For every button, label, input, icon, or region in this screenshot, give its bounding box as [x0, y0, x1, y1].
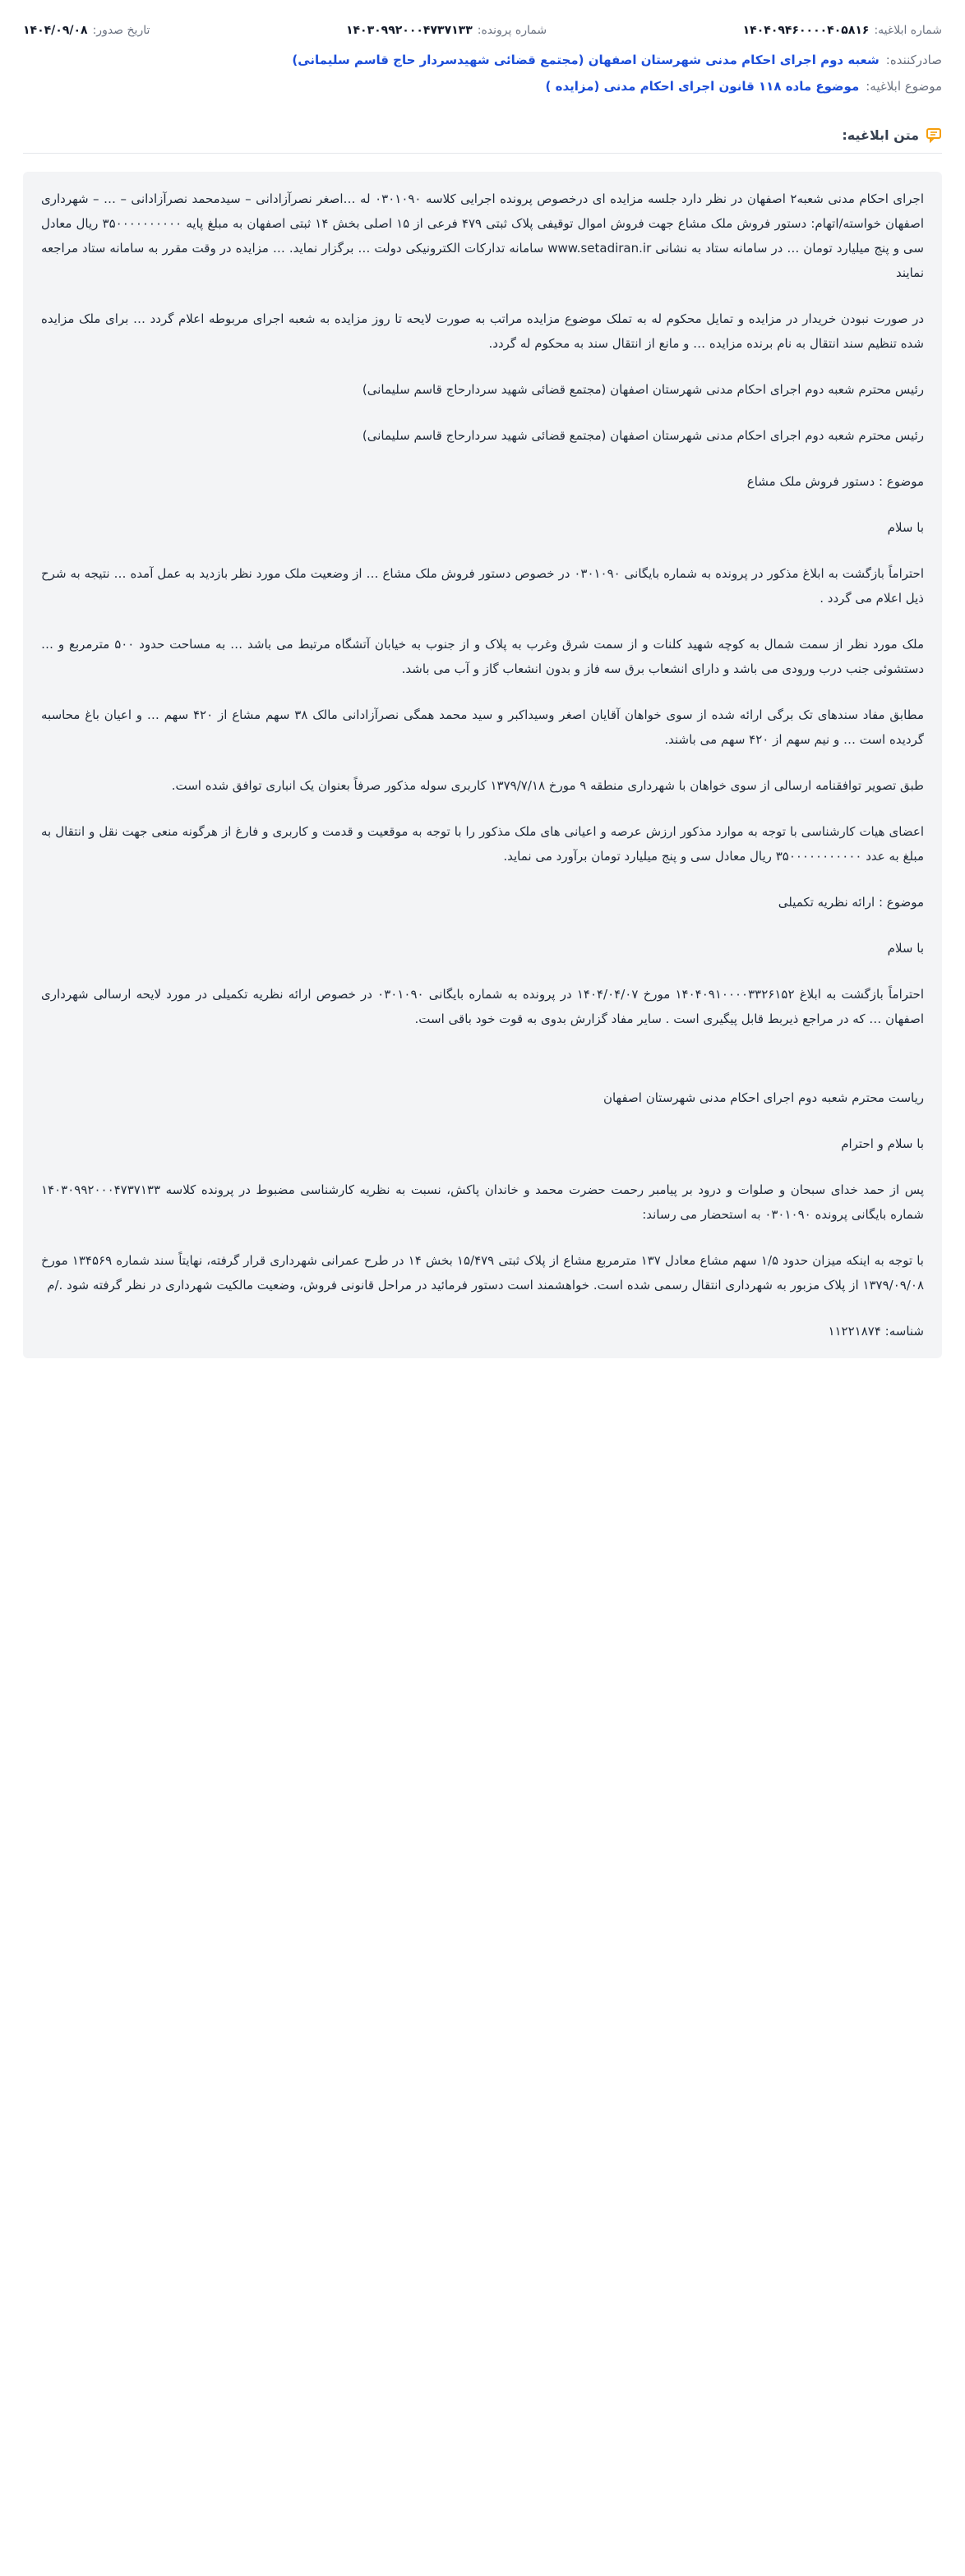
issue-date-label: تاریخ صدور: — [92, 24, 150, 37]
body-paragraph: با سلام و احترام — [841, 1136, 924, 1151]
body-paragraph: پس از حمد خدای سبحان و صلوات و درود بر پیامبر رحمت حضرت محمد و خاندان پاکش، نسبت به نظریه کارشناسی مضبوط در پرونده کلاسه ۱۴۰۳۰۹۹۲۰۰۰۴۷۳۷۱۳۳ شماره بایگانی پرونده ۰۳۰۱۰۹۰ به استحضار می رساند: — [41, 1182, 924, 1222]
issuer-line — [23, 53, 942, 67]
body-paragraph: با توجه به اینکه میزان حدود ۱/۵ سهم مشاع معادل ۱۳۷ مترمربع مشاع از پلاک ثبتی ۱۵/۴۷۹ بخش ۱۴ در طرح عمرانی شهرداری قرار گرفته، نهایتاً سند شماره ۱۳۴۵۶۹ مورخ ۱۳۷۹/۰۹/۰۸ از پلاک مزبور به شهرداری انتقال رسمی شده است. خواهشمند است دستور فرمائید در مراحل قانونی فروش، وضعیت مالکیت شهرداری در نظر گرفته شود ./م — [41, 1253, 924, 1293]
body-paragraph: مطابق مفاد سندهای تک برگی ارائه شده از سوی خواهان آقایان اصغر وسیداکبر و سید محمد همگی نصرآزادانی مالک ۳۸ سهم مشاع از ۴۲۰ سهم … و اعیان باغ محاسبه گردیده است … و نیم سهم از ۴۲۰ سهم می باشند. — [41, 707, 925, 747]
notice-number-value: ۱۴۰۴۰۹۴۶۰۰۰۰۴۰۵۸۱۶ — [742, 24, 870, 37]
message-icon — [926, 127, 942, 143]
body-paragraph: اجرای احکام مدنی شعبه۲ اصفهان در نظر دارد جلسه مزایده ای درخصوص پرونده اجرایی کلاسه ۰۳۰۱۰۹۰ له …اصغر نصرآزادانی – سیدمحمد نصرآزادانی – … – شهرداری اصفهان خواسته/اتهام: دستور فروش ملک مشاع جهت فروش اموال توقیفی پلاک ثبتی ۴۷۹ فرعی از ۱۵ اصلی بخش ۱۴ ثبتی اصفهان به مبلغ پایه ۳۵۰۰۰۰۰۰۰۰۰۰ ریال معادل سی و پنج میلیارد تومان … در سامانه ستاد به نشانی www.setadiran.ir سامانه تدارکات الکترونیکی دولت … برگزار نماید. … مزایده در وقت مقرر به سامانه ستاد مراجعه نمایند — [41, 191, 925, 280]
subject-value: موضوع ماده ۱۱۸ قانون اجرای احکام مدنی (مزایده ) — [545, 79, 860, 94]
body-paragraph: ریاست محترم شعبه دوم اجرای احکام مدنی شهرستان اصفهان — [603, 1090, 924, 1105]
issuer-label: صادرکننده: — [885, 53, 942, 67]
case-number-value: ۱۴۰۳۰۹۹۲۰۰۰۴۷۳۷۱۳۳ — [345, 24, 473, 37]
body-paragraph: موضوع : ارائه نظریه تکمیلی — [778, 895, 924, 910]
body-paragraph: رئیس محترم شعبه دوم اجرای احکام مدنی شهرستان اصفهان (مجتمع قضائی شهید سردارحاج قاسم سلیمانی) — [362, 428, 924, 443]
body-paragraph: موضوع : دستور فروش ملک مشاع — [746, 474, 924, 489]
body-paragraph: احتراماً بازگشت به ابلاغ مذکور در پرونده به شماره بایگانی ۰۳۰۱۰۹۰ در خصوص دستور فروش ملک مشاع … از وضعیت ملک مورد نظر بازدید به عمل آمده … نتیجه به شرح ذیل اعلام می گردد . — [41, 566, 924, 606]
body-paragraph: رئیس محترم شعبه دوم اجرای احکام مدنی شهرستان اصفهان (مجتمع قضائی شهید سردارحاج قاسم سلیمانی) — [362, 382, 924, 397]
issue-date-value: ۱۴۰۴/۰۹/۰۸ — [23, 24, 88, 37]
document-id: شناسه: ۱۱۲۲۱۸۷۴ — [828, 1324, 924, 1339]
notice-body — [23, 172, 942, 1358]
subject-label: موضوع ابلاغیه: — [866, 79, 942, 94]
spacer — [41, 1053, 924, 1085]
case-number-label: شماره پرونده: — [477, 24, 547, 37]
case-number — [346, 24, 547, 37]
body-paragraph: در صورت نبودن خریدار در مزایده و تمایل محکوم له به تملک موضوع مزایده مراتب به صورت لایحه تا روز مزایده به شعبه اجرای مربوطه اعلام گردد … برای ملک مزایده شده تنظیم سند انتقال به نام برنده مزایده … و مانع از انتقال سند به محکوم له گردد. — [41, 311, 924, 351]
body-paragraph: با سلام — [887, 520, 924, 535]
notice-number-label: شماره ابلاغیه: — [874, 24, 942, 37]
body-paragraph: طبق تصویر توافقنامه ارسالی از سوی خواهان با شهرداری منطقه ۹ مورخ ۱۳۷۹/۷/۱۸ کاربری سوله مذکور صرفاً بعنوان یک انباری توافق شده است. — [171, 778, 924, 793]
issue-date — [23, 24, 150, 37]
body-paragraph: اعضای هیات کارشناسی با توجه به موارد مذکور ارزش عرصه و اعیانی های ملک مذکور را با توجه به موقعیت و قدمت و کاربری و فارغ از هرگونه منعی جهت نقل و انتقال به مبلغ به عدد ۳۵۰۰۰۰۰۰۰۰۰۰۰ ریال معادل سی و پنج میلیارد تومان برآورد می نماید. — [41, 824, 924, 864]
section-title — [23, 127, 942, 154]
body-paragraph: احتراماً بازگشت به ابلاغ ۱۴۰۴۰۹۱۰۰۰۰۳۳۲۶۱۵۲ مورخ ۱۴۰۴/۰۴/۰۷ در پرونده به شماره بایگانی ۰۳۰۱۰۹۰ در خصوص ارائه نظریه تکمیلی در مورد لایحه ارسالی شهرداری اصفهان … که در مراجع ذیربط قابل پیگیری است . سایر مفاد گزارش بدوی به قوت خود باقی است. — [41, 987, 924, 1026]
body-paragraph: ملک مورد نظر از سمت شمال به کوچه شهید کلنات و از سمت شرق وغرب به پلاک و از جنوب به خیابان آتشگاه مرتبط می باشد … به مساحت حدود ۵۰۰ مترمربع و … دستشوئی جنب درب ورودی می باشد و دارای انشعاب برق سه فاز و بدون انشعاب گاز و آب می باشد. — [41, 637, 924, 676]
notice-number — [743, 24, 942, 37]
subject-line — [23, 79, 942, 94]
meta-row — [23, 20, 942, 41]
section-title-text: متن ابلاغیه: — [842, 127, 919, 143]
issuer-value: شعبه دوم اجرای احکام مدنی شهرستان اصفهان (مجتمع قضائی شهیدسردار حاج قاسم سلیمانی) — [292, 53, 880, 67]
body-paragraph: با سلام — [887, 941, 924, 956]
